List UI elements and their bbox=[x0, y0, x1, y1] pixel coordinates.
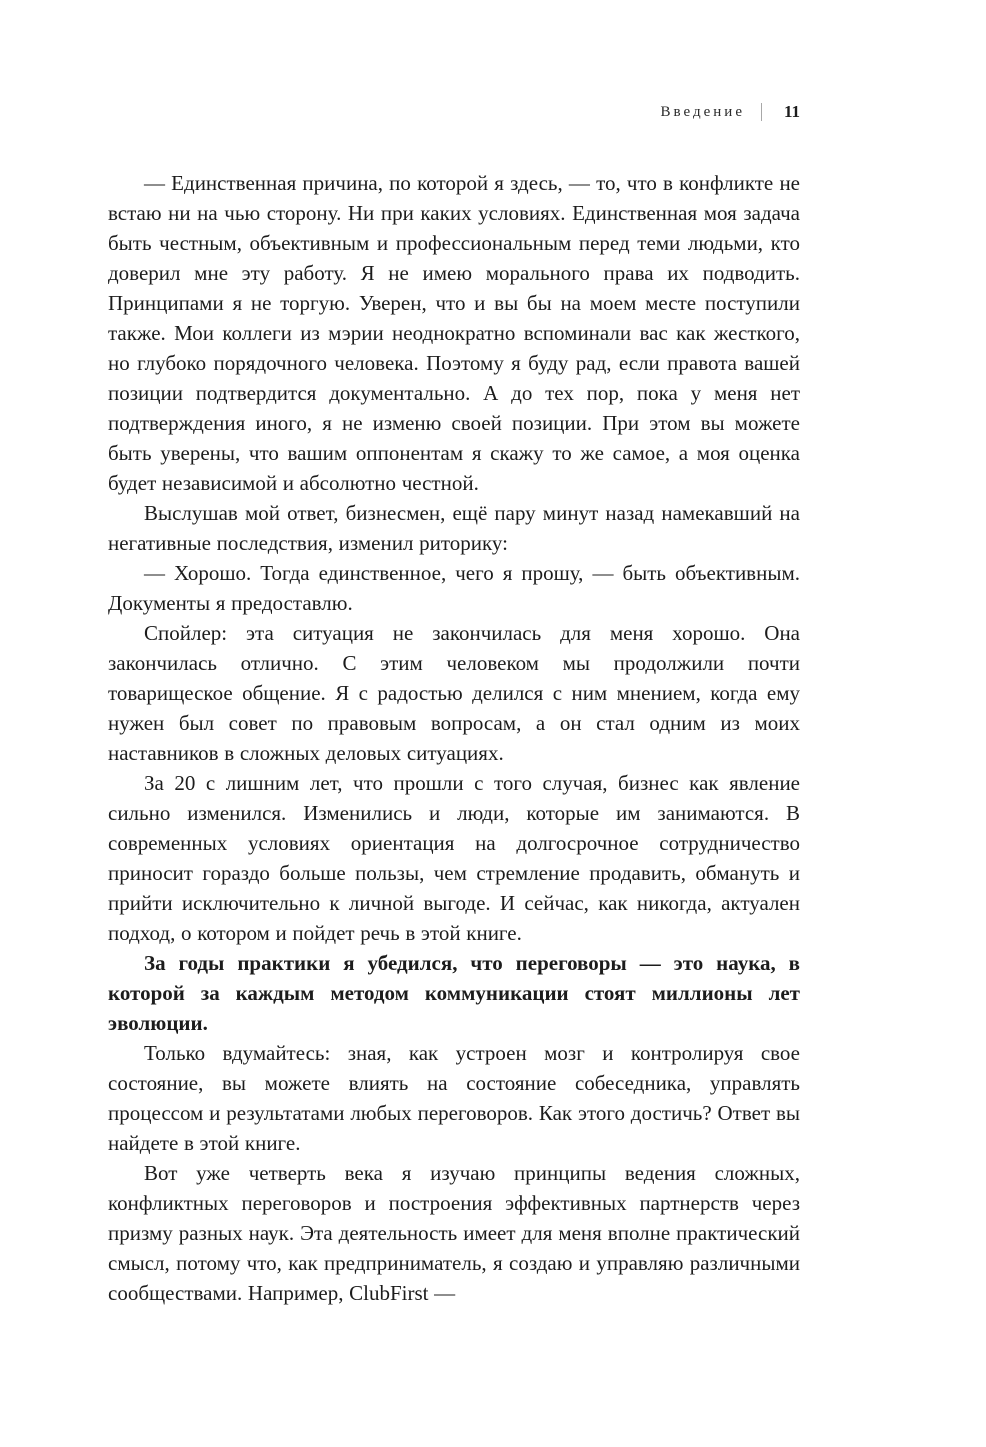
paragraph-5: За 20 с лишним лет, что прошли с того случая, бизнес как явление сильно изменился. Изменились и люди, которые им занимаются. В современных условиях ориентация на долгосрочное сотрудничество приносит гораздо больше пользы, чем стремление продавить, обмануть и прийти исключительно к личной выгоде. И сейчас, как никогда, актуален подход, о котором и пойдет речь в этой книге. bbox=[108, 771, 800, 945]
paragraph-8: Вот уже четверть века я изучаю принципы ведения сложных, конфликтных переговоров и построения эффективных партнерств через призму разных наук. Эта деятельность имеет для меня вполне практический смысл, потому что, как предприниматель, я создаю и управляю различными сообществами. Например, ClubFirst — bbox=[108, 1161, 800, 1305]
paragraph-6-emphasis: За годы практики я убедился, что переговоры — это наука, в которой за каждым методом коммуникации стоят миллионы лет эволюции. bbox=[108, 951, 800, 1035]
page-number: 11 bbox=[783, 102, 800, 121]
running-header bbox=[108, 100, 800, 124]
paragraph-7: Только вдумайтесь: зная, как устроен мозг и контролируя свое состояние, вы можете влиять на состояние собеседника, управлять процессом и результатами любых переговоров. Как этого достичь? Ответ вы найдете в этой книге. bbox=[108, 1041, 800, 1155]
paragraph-2: Выслушав мой ответ, бизнесмен, ещё пару минут назад намекавший на негативные последствия, изменил риторику: bbox=[108, 501, 800, 555]
paragraph-4: Спойлер: эта ситуация не закончилась для меня хорошо. Она закончилась отлично. С этим человеком мы продолжили почти товарищеское общение. Я с радостью делился с ним мнением, когда ему нужен был совет по правовым вопросам, а он стал одним из моих наставников в сложных деловых ситуациях. bbox=[108, 621, 800, 765]
paragraph-3: — Хорошо. Тогда единственное, чего я прошу, — быть объективным. Документы я предоставлю. bbox=[108, 561, 800, 615]
chapter-title: Введение bbox=[660, 103, 745, 120]
paragraph-1: — Единственная причина, по которой я здесь, — то, что в конфликте не встаю ни на чью сторону. Ни при каких условиях. Единственная моя задача быть честным, объективным и профессиональным перед теми людьми, кто доверил мне эту работу. Я не имею морального права их подводить. Принципами я не торгую. Уверен, что и вы бы на моем месте поступили также. Мои коллеги из мэрии неоднократно вспоминали вас как жесткого, но глубоко порядочного человека. Поэтому я буду рад, если правота вашей позиции подтвердится документально. А до тех пор, пока у меня нет подтверждения иного, я не изменю своей позиции. При этом вы можете быть уверены, что вашим оппонентам я скажу то же самое, а моя оценка будет независимой и абсолютно честной. bbox=[108, 171, 800, 495]
header-divider bbox=[761, 103, 762, 121]
body-text bbox=[108, 168, 800, 1308]
